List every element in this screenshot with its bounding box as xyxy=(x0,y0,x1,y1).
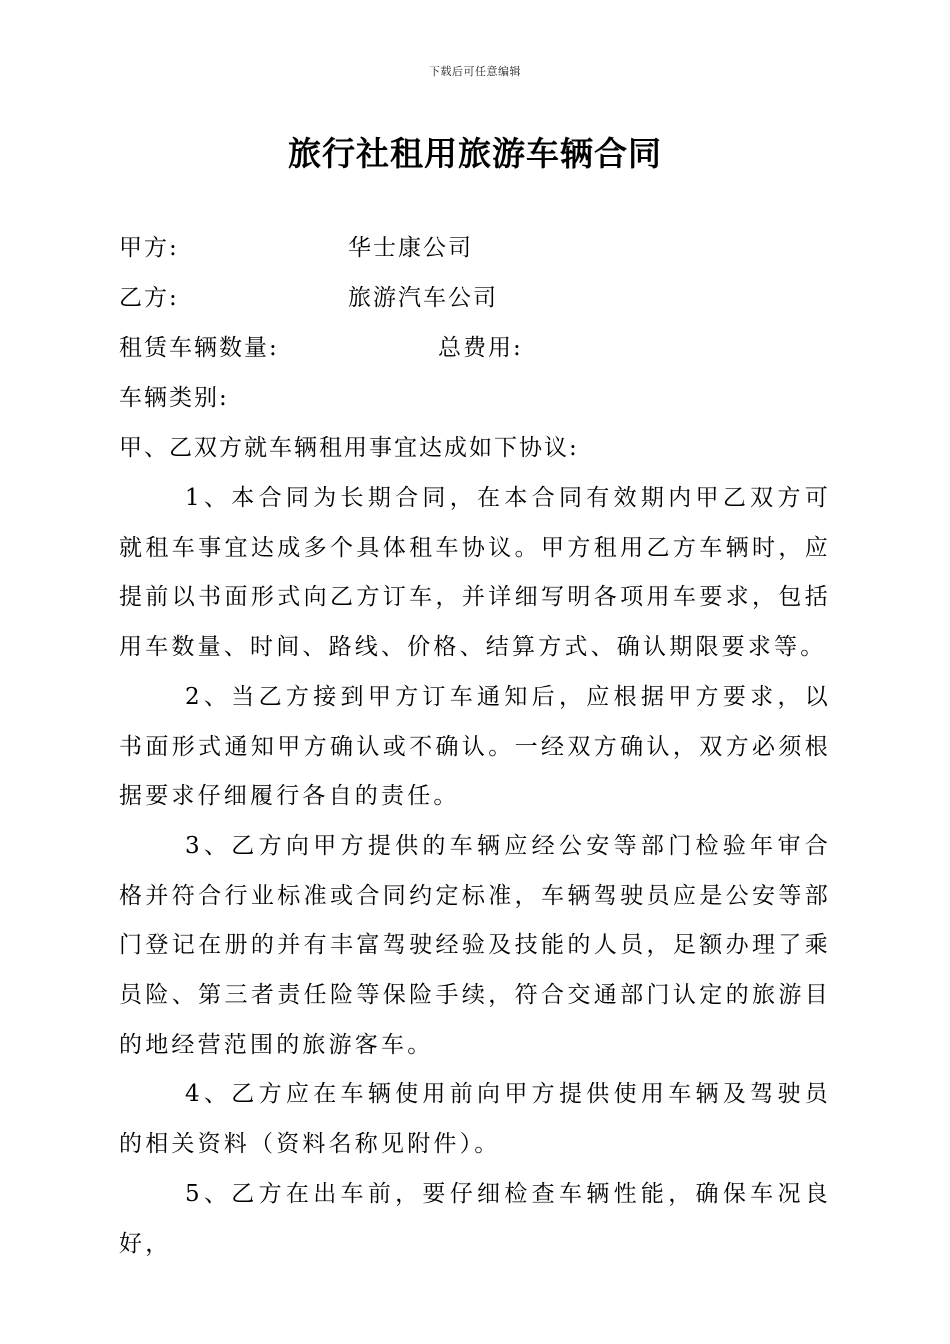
party-b-value: 旅游汽车公司 xyxy=(348,285,498,311)
vehicle-type-label: 车辆类别: xyxy=(119,385,229,411)
clause-paragraph: 5、乙方在出车前，要仔细检查车辆性能，确保车况良好， xyxy=(119,1180,831,1257)
party-a-label: 甲方: xyxy=(119,235,179,261)
clause-paragraph: 2、当乙方接到甲方订车通知后，应根据甲方要求，以书面形式通知甲方确认或不确认。一经双方确认，双方必须根据要求仔细履行各自的责任。 xyxy=(119,683,831,810)
document-title: 旅行社租用旅游车辆合同 xyxy=(288,134,662,173)
total-cost-label: 总费用: xyxy=(438,335,523,361)
clause-paragraph: 1、本合同为长期合同，在本合同有效期内甲乙双方可就租车事宜达成多个具体租车协议。甲方租用乙方车辆时，应提前以书面形式向乙方订车，并详细写明各项用车要求，包括用车数量、时间、路线、价格、结算方式、确认期限要求等。 xyxy=(119,485,831,661)
header-note: 下载后可任意编辑 xyxy=(429,65,521,78)
vehicle-count-label: 租赁车辆数量: xyxy=(119,335,279,361)
clause-paragraph: 3、乙方向甲方提供的车辆应经公安等部门检验年审合格并符合行业标准或合同约定标准，车辆驾驶员应是公安等部门登记在册的并有丰富驾驶经验及技能的人员，足额办理了乘员险、第三者责任险等保险手续，符合交通部门认定的旅游目的地经营范围的旅游客车。 xyxy=(119,832,831,1058)
vehicle-type-row xyxy=(119,383,619,413)
vehicle-cost-row xyxy=(119,333,619,363)
party-b-row xyxy=(119,283,619,313)
clause-paragraph: 4、乙方应在车辆使用前向甲方提供使用车辆及驾驶员的相关资料（资料名称见附件）。 xyxy=(119,1081,831,1158)
agreement-intro-row xyxy=(119,433,831,463)
clauses-section xyxy=(119,474,831,1269)
party-b-label: 乙方: xyxy=(119,285,179,311)
party-a-value: 华士康公司 xyxy=(348,235,473,261)
party-a-row xyxy=(119,233,619,263)
agreement-intro: 甲、乙双方就车辆租用事宜达成如下协议: xyxy=(119,435,579,461)
